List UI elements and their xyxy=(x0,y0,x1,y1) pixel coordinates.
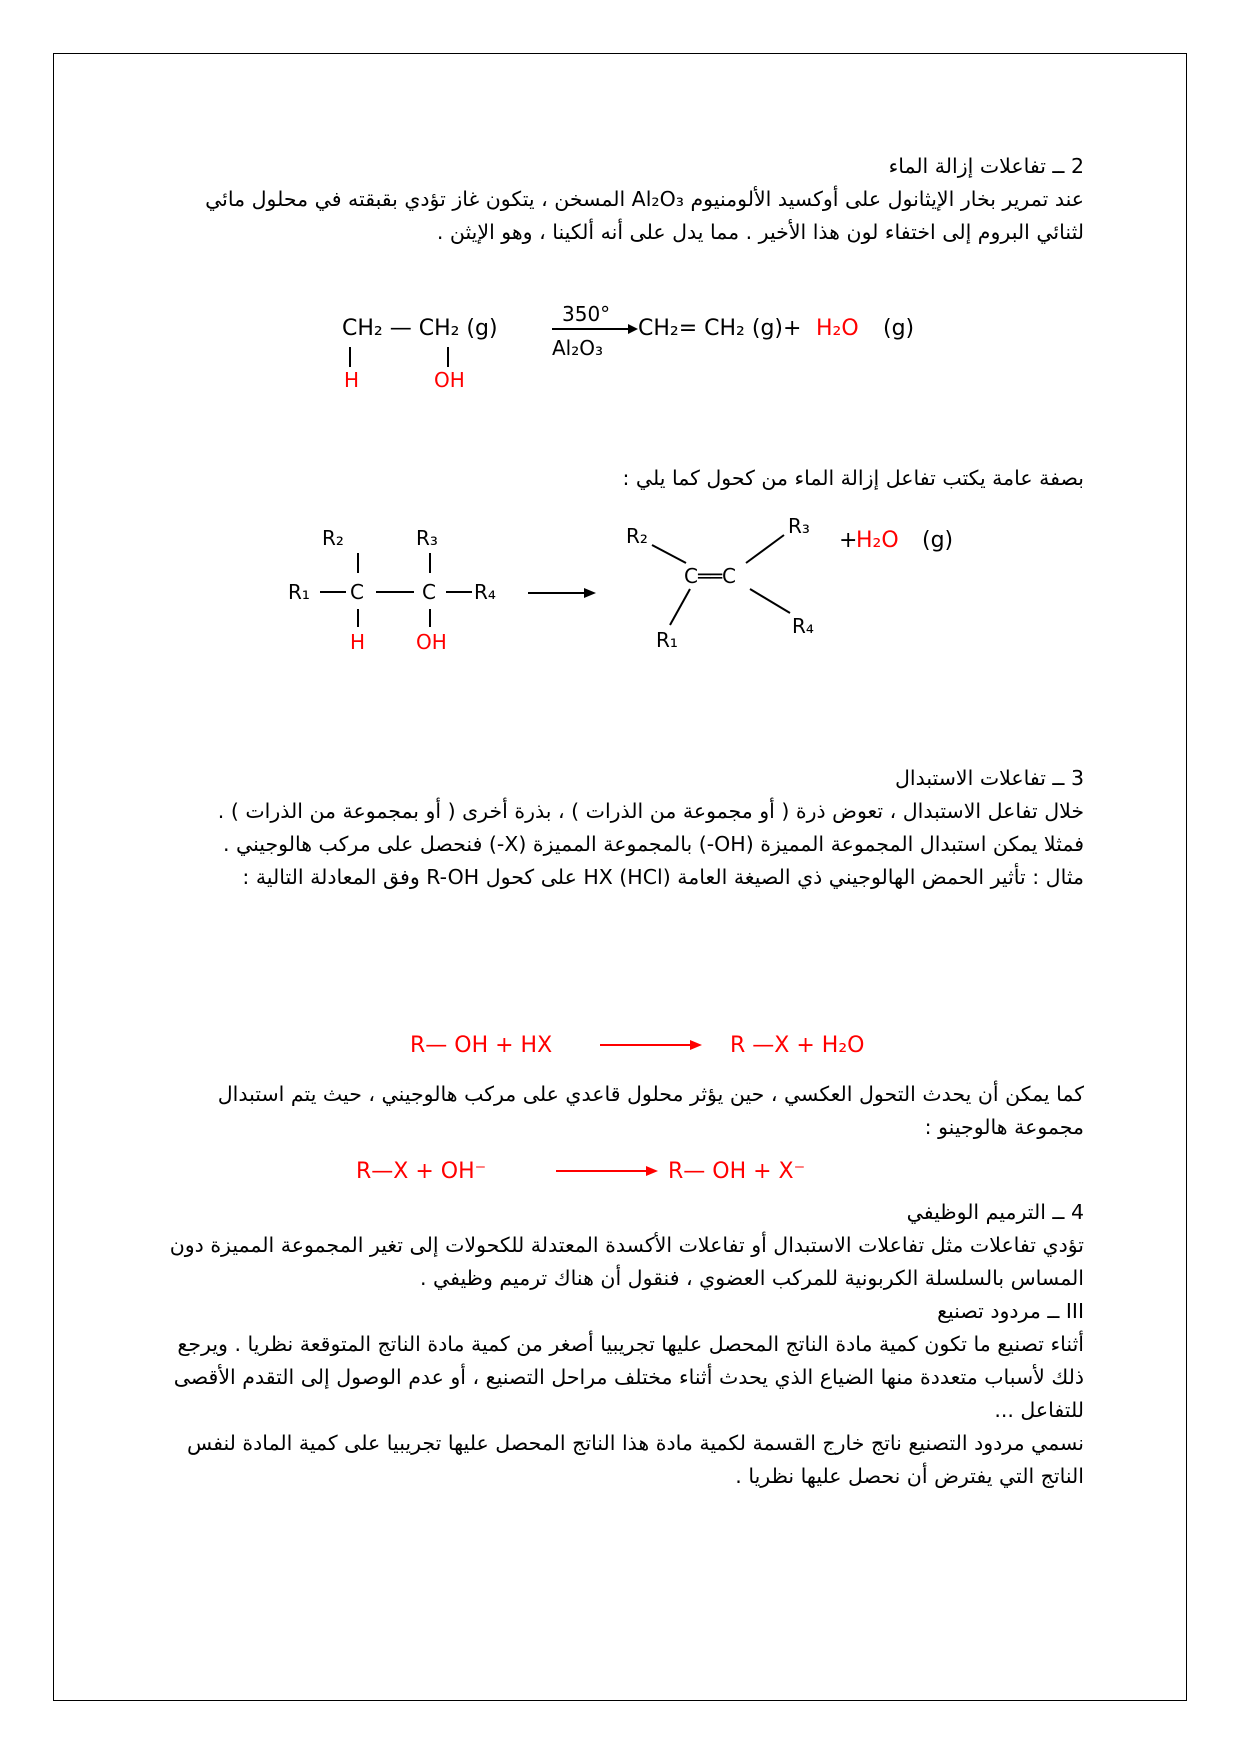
section-heading: 3 ــ تفاعلات الاستبدال xyxy=(895,766,1084,790)
r2-label: R₂ xyxy=(626,524,648,548)
paragraph: بصفة عامة يكتب تفاعل إزالة الماء من كحول كما يلي : xyxy=(622,466,1084,490)
reactants: R— OH + HX xyxy=(410,1033,553,1058)
bond-line xyxy=(750,589,790,613)
arrow-head xyxy=(690,1040,702,1050)
paragraph: عند تمرير بخار الإيثانول على أوكسيد الألومنيوم Al₂O₃ المسخن ، يتكون غاز تؤدي بقبقته في محلول مائي لثنائي البروم إلى اختفاء لون هذا الأخير . مما يدل على أنه ألكينا ، وهو الإيثن . xyxy=(205,187,1084,244)
paragraph: أثناء تصنيع ما تكون كمية مادة الناتج المحصل عليها تجريبيا أصغر من كمية مادة الناتج المتوقعة نظريا . ويرجع ذلك لأسباب متعددة منها الضياع الذي يحدث أثناء مختلف مراحل التصنيع ، أو عدم الوصول إلى التقدم الأقصى للتفاعل ... xyxy=(173,1332,1084,1422)
carbon-label: C xyxy=(350,580,364,604)
section-heading: 4 ــ الترميم الوظيفي xyxy=(906,1200,1084,1224)
products: R— OH + X⁻ xyxy=(668,1159,806,1184)
section-substitution xyxy=(154,762,1084,894)
general-dehydration-equation xyxy=(288,514,1080,690)
ethanol-dehydration-equation xyxy=(330,295,950,405)
r2-label: R₂ xyxy=(322,526,344,550)
substitution-equation xyxy=(400,1020,920,1064)
paragraph: تؤدي تفاعلات مثل تفاعلات الاستبدال أو تفاعلات الأكسدة المعتدلة للكحولات إلى تغير المجموعة المميزة دون المساس بالسلسلة الكربونية للمركب العضوي ، فنقول أن هناك ترميم وظيفي . xyxy=(169,1233,1084,1290)
section-heading: III ــ مردود تصنيع xyxy=(937,1299,1084,1323)
hydroxyl-label: OH xyxy=(416,630,447,654)
section-heading: 2 ــ تفاعلات إزالة الماء xyxy=(888,154,1084,178)
reverse-substitution-equation xyxy=(350,1146,930,1190)
section-dehydration xyxy=(154,150,1084,249)
bond-line xyxy=(652,545,686,563)
hydrogen-label: H xyxy=(350,630,366,654)
arrow-head xyxy=(628,324,638,334)
product-ethene: CH₂= CH₂ (g)+ xyxy=(638,316,802,341)
temperature-condition: 350° xyxy=(562,302,611,326)
products: R —X + H₂O xyxy=(730,1033,865,1058)
water-state: (g) xyxy=(883,316,915,341)
paragraph: خلال تفاعل الاستبدال ، تعوض ذرة ( أو مجموعة من الذرات ) ، بذرة أخرى ( أو بمجموعة من الذرات ) . xyxy=(217,799,1084,823)
arrow-head xyxy=(646,1166,658,1176)
double-bond: C══C xyxy=(684,564,737,588)
paragraph: مثال : تأثير الحمض الهالوجيني ذي الصيغة العامة HX (HCl) على كحول R-OH وفق المعادلة التالية : xyxy=(242,865,1084,889)
section-functional-restoration xyxy=(154,1196,1084,1493)
bond-line xyxy=(746,535,784,563)
catalyst-condition: Al₂O₃ xyxy=(552,336,604,360)
r1-label: R₁ xyxy=(288,580,310,604)
paragraph: كما يمكن أن يحدث التحول العكسي ، حين يؤثر محلول قاعدي على مركب هالوجيني ، حيث يتم استبدال مجموعة هالوجينو : xyxy=(217,1082,1084,1139)
r4-label: R₄ xyxy=(792,614,814,638)
plus-sign: + xyxy=(839,528,858,553)
hydroxyl-label: OH xyxy=(434,368,465,392)
paragraph: فمثلا يمكن استبدال المجموعة المميزة (OH-) بالمجموعة المميزة (X-) فنحصل على مركب هالوجيني . xyxy=(222,832,1084,856)
bond-line xyxy=(670,589,690,625)
arrow-head xyxy=(584,588,596,598)
reactants: R—X + OH⁻ xyxy=(356,1159,487,1184)
r3-label: R₃ xyxy=(788,514,810,538)
r3-label: R₃ xyxy=(416,526,438,550)
product-water: H₂O xyxy=(816,316,859,341)
hydrogen-label: H xyxy=(344,368,360,392)
r1-label: R₁ xyxy=(656,628,678,652)
paragraph: نسمي مردود التصنيع ناتج خارج القسمة لكمية مادة هذا الناتج المحصل عليها تجريبيا على كمية المادة لنفس الناتج التي يفترض أن نحصل عليها نظريا . xyxy=(186,1431,1084,1488)
reactant-ethanol: CH₂ — CH₂ (g) xyxy=(342,316,498,341)
r4-label: R₄ xyxy=(474,580,496,604)
reverse-transformation xyxy=(154,1078,1084,1144)
product-water: H₂O xyxy=(856,528,899,553)
carbon-label: C xyxy=(422,580,436,604)
water-state: (g) xyxy=(922,528,954,553)
general-statement xyxy=(154,462,1084,495)
